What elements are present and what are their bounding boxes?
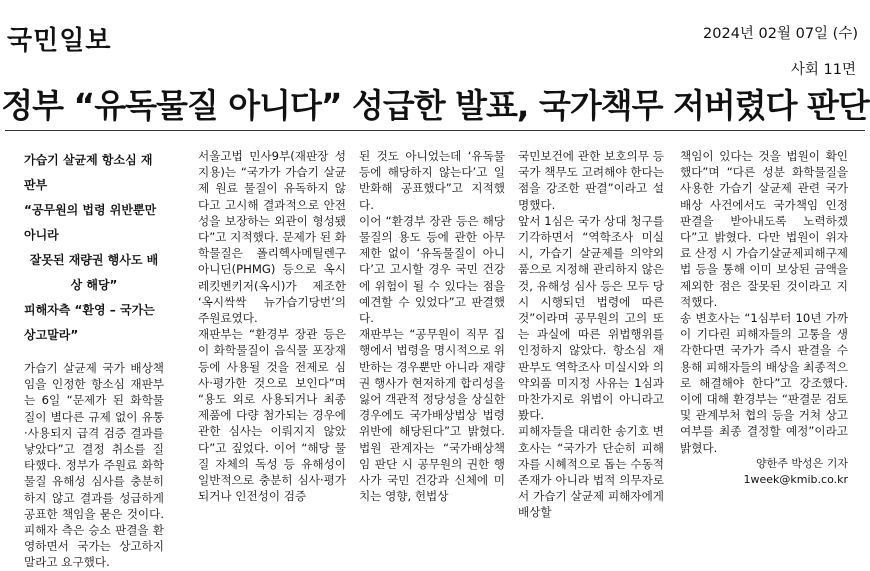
body-text-col-2: 서울고법 민사9부(재판장 성지용)는 “국가가 가습기 살균제 원료 물질이 유독하지 않다고 고시해 결과적으로 안전성을 보장하는 외관이 형성됐다”고 지적했다. 문제가 된 화학물질은 폴리헥사메틸렌구아니딘(PHMG) 등으로 옥시레킷벤키저(옥시)가 제조한 ‘옥시싹싹 뉴가습기당번’의 주원료였다. 재판부는 “환경부 장관 등은 이 화학물질이 음식물 포장재 등에 사용될 것을 전제로 심사·평가한 것으로 보인다”며 “용도 외로 사용되거나 최종 제품에 다량 첨가되는 경우에 관한 심사는 이뤄지지 않았다”고 짚었다. 이어 “해당 물질 자체의 독성 등 유해성이 일반적으로 충분히 심사·평가되거나 인전성이 검증 [198,149,346,504]
article-column-3 [359,148,505,504]
subhead-1: 가습기 살균제 항소심 재판부 [24,153,153,192]
subhead-3: 잘못된 재량권 행사도 배상 해당” [29,253,159,292]
subhead-2: “공무원의 법령 위반뿐만 아니라 [24,203,157,242]
subhead-4: 피해자측 “환영 – 국가는 상고말라” [24,303,155,342]
article-column-2 [198,148,346,504]
article-column-4 [518,148,664,520]
body-text-col-3: 된 것도 아니었는데 ‘유독물 등에 해당하지 않는다’고 일반화해 공표했다”고 지적했다. 이어 “환경부 장관 등은 해당 물질의 용도 등에 관한 아무 제한 없이 ‘유독물질이 아니다’고 고시할 경우 국민 건강에 위험이 될 수 있다는 점을 예견할 수 있었다”고 판결했다. 재판부는 “공무원이 직무 집행에서 법령을 명시적으로 위반하는 경우뿐만 아니라 재량권 행사가 현저하게 합리성을 잃어 객관적 정당성을 상실한 경우에도 국가배상법상 법령 위반에 해당된다”고 밝혔다. 법원 관계자는 “국가배상책임 판단 시 공무원의 권한 행사가 국민 건강과 신체에 미치는 영향, 헌법상 [359,149,505,504]
article-column-5 [680,148,848,487]
newspaper-masthead: 국민일보 [7,26,112,56]
headline-divider [5,130,865,131]
reporter-byline: 양한주 박성은 기자 1week@kmib.co.kr [743,456,848,487]
section-page-label: 사회 11면 [790,62,856,78]
subheads-block [24,148,164,348]
article-column-1 [24,148,164,570]
body-text-col-5: 책임이 있다는 것을 법원이 확인했다”며 “다른 성분 화학물질을 사용한 가습기 살균제 관련 국가 배상 사건에서도 국가책임 인정 판결을 받아내도록 노력하겠다”고 밝혔다. 다만 법원이 위자료 산정 시 가습기살균제피해구제법 등을 통해 이미 보상된 금액을 제외한 점은 잘못된 것이라고 지적했다. 송 변호사는 “1심부터 10년 가까이 기다린 피해자들의 고통을 생각한다면 국가가 즉시 판결을 수용해 피해자들의 배상을 최종적으로 해결해야 한다”고 강조했다. 이에 대해 환경부는 “판결문 검토 및 관계부처 협의 등을 거쳐 상고 여부를 최종 결정할 예정”이라고 밝혔다. [680,149,848,455]
body-text-col-1: 가습기 살균제 국가 배상책임을 인정한 항소심 재판부는 6일 “문제가 된 화학물질이 별다른 규제 없이 유통·사용되지 급격 검증 결과를 낳았다”고 결정 취소를 질타했다. 정부가 주원료 화학물질 유해성 심사를 충분히 하지 않고 결과를 성급하게 공표한 책임을 묻은 것이다. 피해자 측은 승소 판결을 환영하면서 국가는 상고하지 말라고 요구했다. [24,361,164,570]
headline: 정부 “유독물질 아니다” 성급한 발표, 국가책무 저버렸다 판단 [1,86,869,125]
body-text-col-4: 국민보건에 관한 보호의무 등 국가 책무도 고려해야 한다는 점을 강조한 판결”이라고 설명했다. 앞서 1심은 국가 상대 청구를 기각하면서 “역학조사 미실시, 가습기 살균제를 의약외품으로 지정해 관리하지 않은 것, 유해성 심사 등은 모두 당시 시행되던 법령에 따른 것”이라며 공무원의 고의 또는 과실에 따른 위법행위를 인정하지 않았다. 항소심 재판부도 역학조사 미실시와 의약외품 미지정 사유는 1심과 마찬가지로 위법이 아니라고 봤다. 피해자들을 대리한 송기호 변호사는 “국가가 단순히 피해자를 시혜적으로 돕는 수동적 존재가 아니라 법적 의무자로서 가습기 살균제 피해자에게 배상할 [518,149,664,520]
publication-date: 2024년 02월 07일 (수) [703,26,858,42]
